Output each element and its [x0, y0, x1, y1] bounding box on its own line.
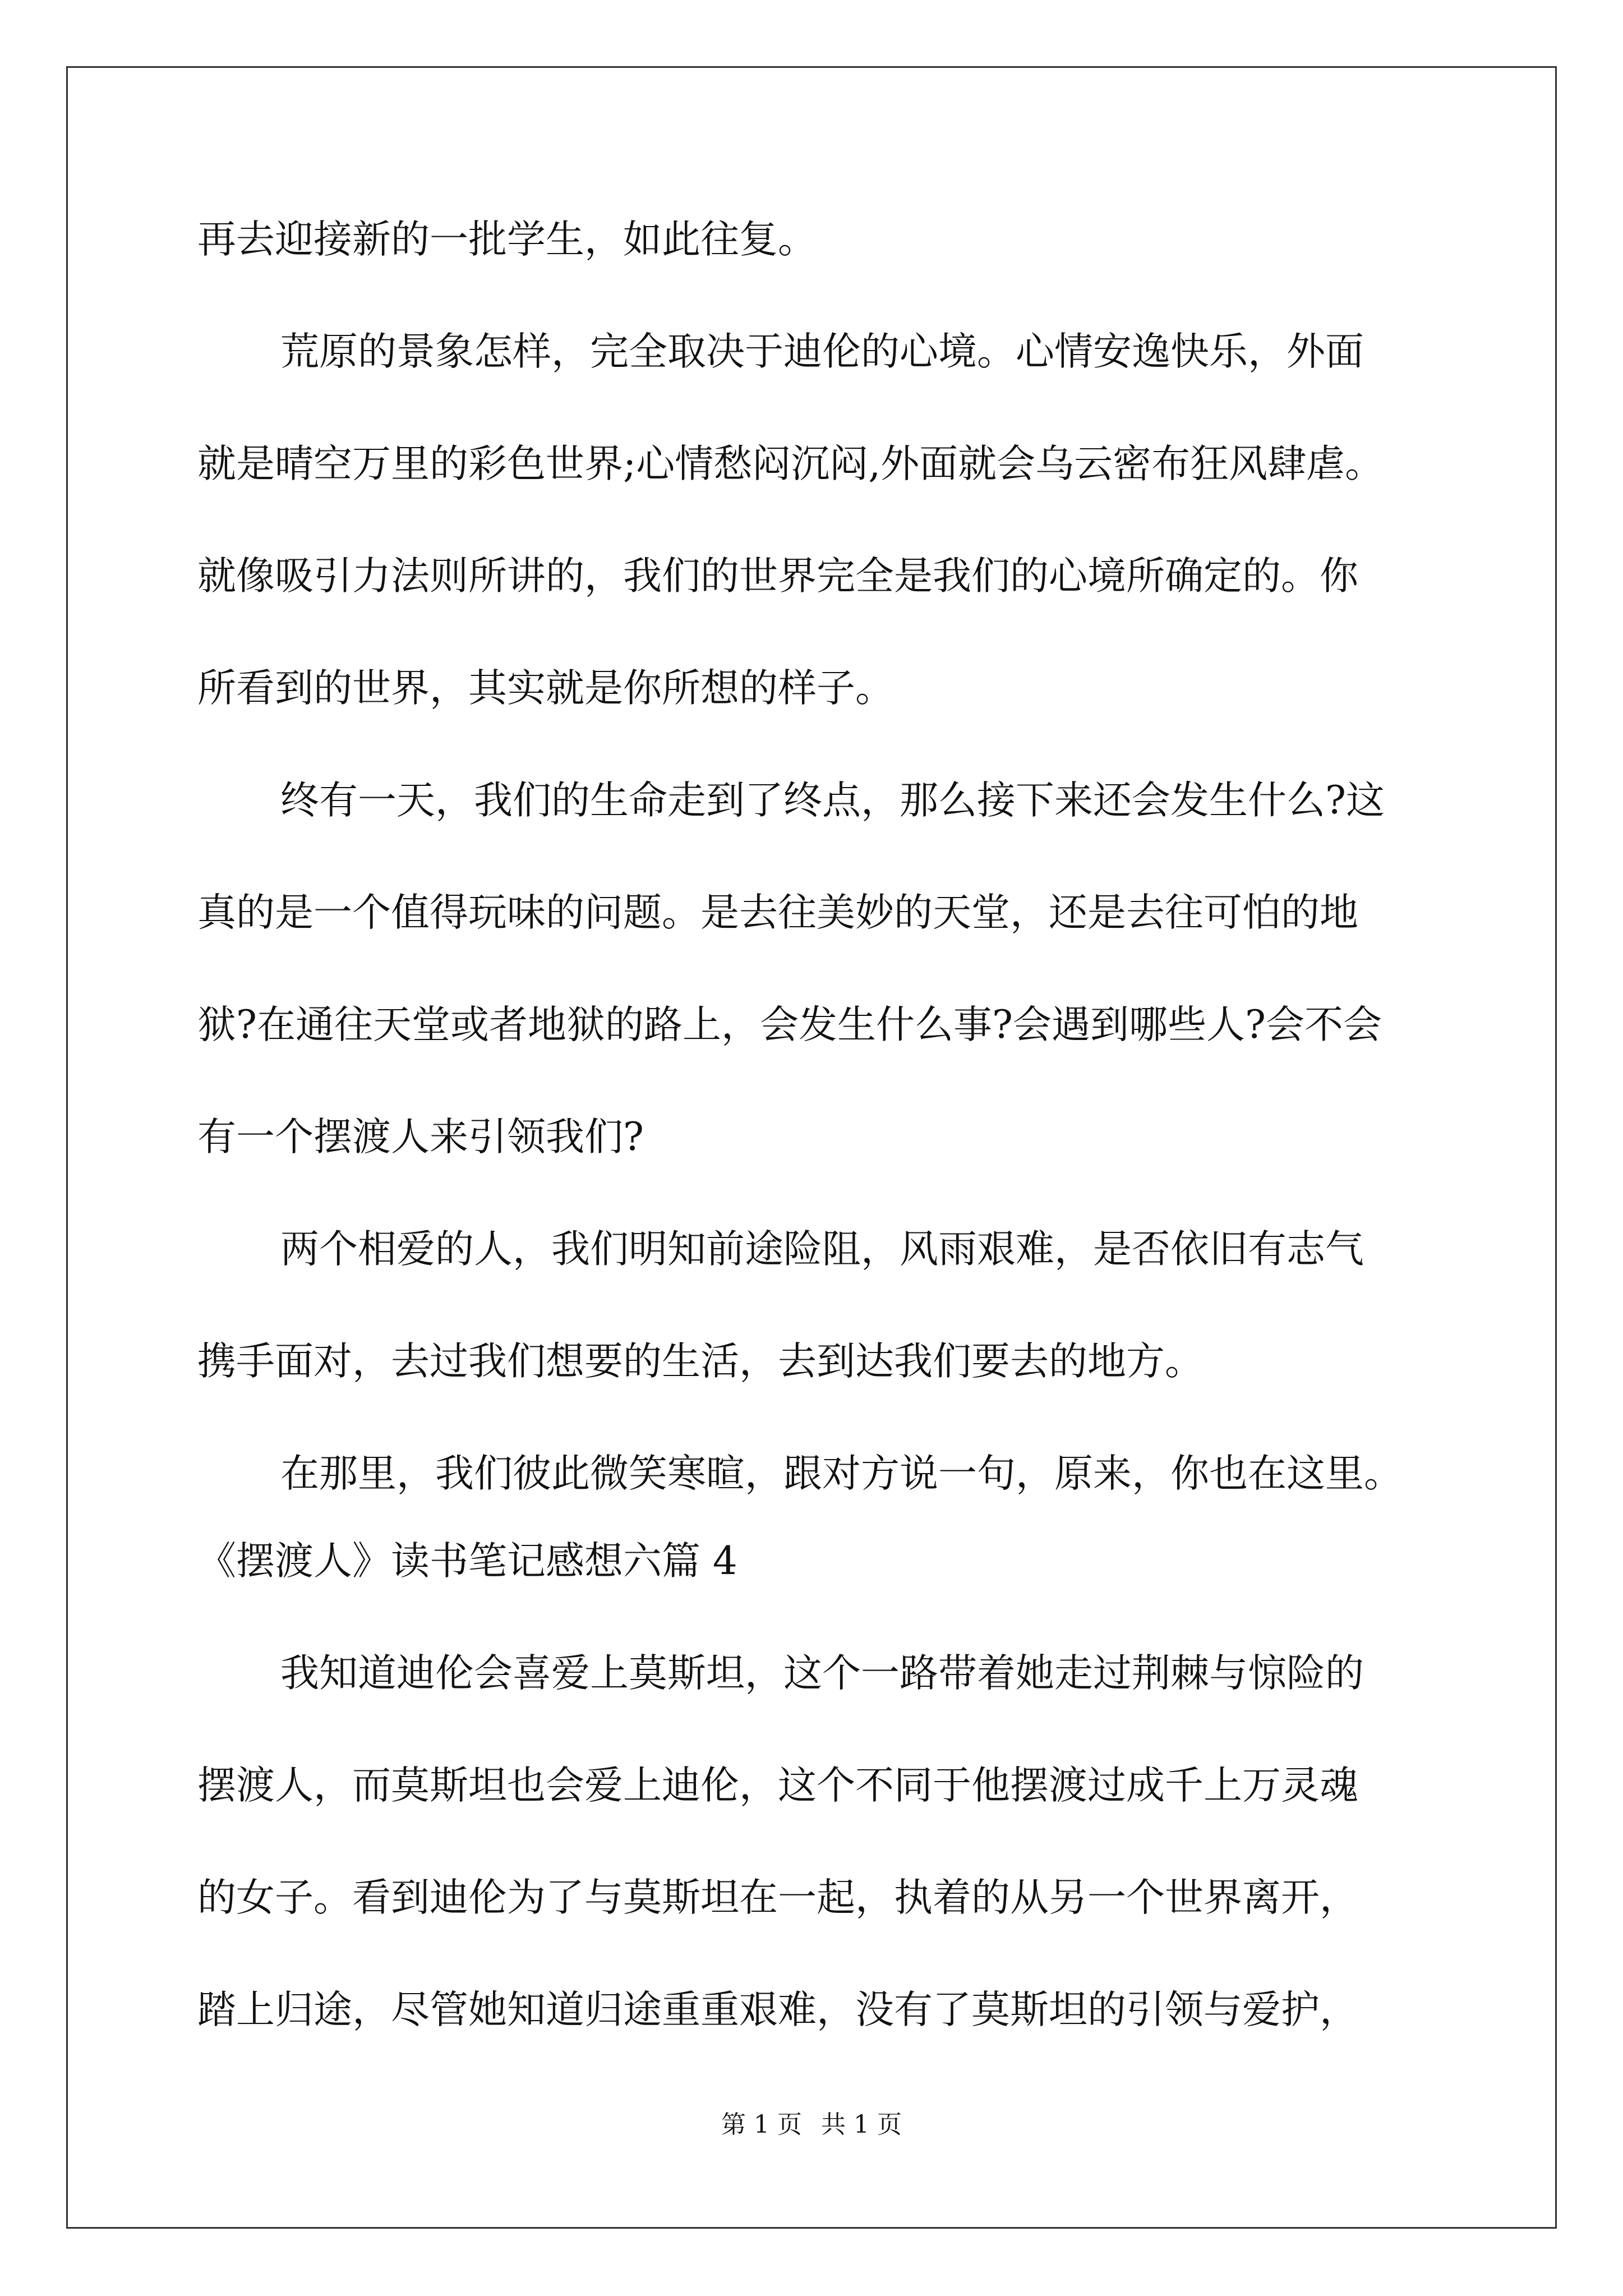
text-line: 有一个摆渡人来引领我们?	[197, 1115, 644, 1159]
text-line: 两个相爱的人，我们明知前途险阻，风雨艰难，是否依旧有志气	[280, 1227, 1364, 1272]
text-line: 我知道迪伦会喜爱上莫斯坦，这个一路带着她走过荆棘与惊险的	[280, 1651, 1364, 1696]
text-line: 携手面对，去过我们想要的生活，去到达我们要去的地方。	[197, 1339, 1204, 1384]
text-line: 终有一天，我们的生命走到了终点，那么接下来还会发生什么?这	[280, 778, 1385, 823]
text-line: 荒原的景象怎样，完全取决于迪伦的心境。心情安逸快乐，外面	[280, 329, 1364, 374]
text-line: 摆渡人，而莫斯坦也会爱上迪伦，这个不同于他摆渡过成千上万灵魂	[197, 1763, 1358, 1808]
text-line: 踏上归途，尽管她知道归途重重艰难，没有了莫斯坦的引领与爱护，	[197, 1987, 1358, 2032]
page-footer	[0, 2108, 1623, 2142]
text-line: 狱?在通往天堂或者地狱的路上，会发生什么事?会遇到哪些人?会不会	[197, 1002, 1382, 1047]
text-line: 的女子。看到迪伦为了与莫斯坦在一起，执着的从另一个世界离开，	[197, 1875, 1358, 1920]
page-number: 第 1 页	[721, 2110, 802, 2139]
section-heading: 《摆渡人》读书笔记感想六篇 4	[197, 1539, 737, 1584]
text-line: 真的是一个值得玩味的问题。是去往美妙的天堂，还是去往可怕的地	[197, 890, 1358, 935]
text-line: 所看到的世界，其实就是你所想的样子。	[197, 666, 894, 711]
text-line: 在那里，我们彼此微笑寒暄，跟对方说一句，原来，你也在这里。	[280, 1451, 1403, 1496]
text-line: 就是晴空万里的彩色世界;心情愁闷沉闷,外面就会乌云密布狂风肆虐。	[197, 441, 1384, 486]
text-line: 再去迎接新的一批学生，如此往复。	[197, 217, 817, 262]
text-line: 就像吸引力法则所讲的，我们的世界完全是我们的心境所确定的。你	[197, 554, 1358, 599]
page-total: 共 1 页	[821, 2110, 902, 2139]
